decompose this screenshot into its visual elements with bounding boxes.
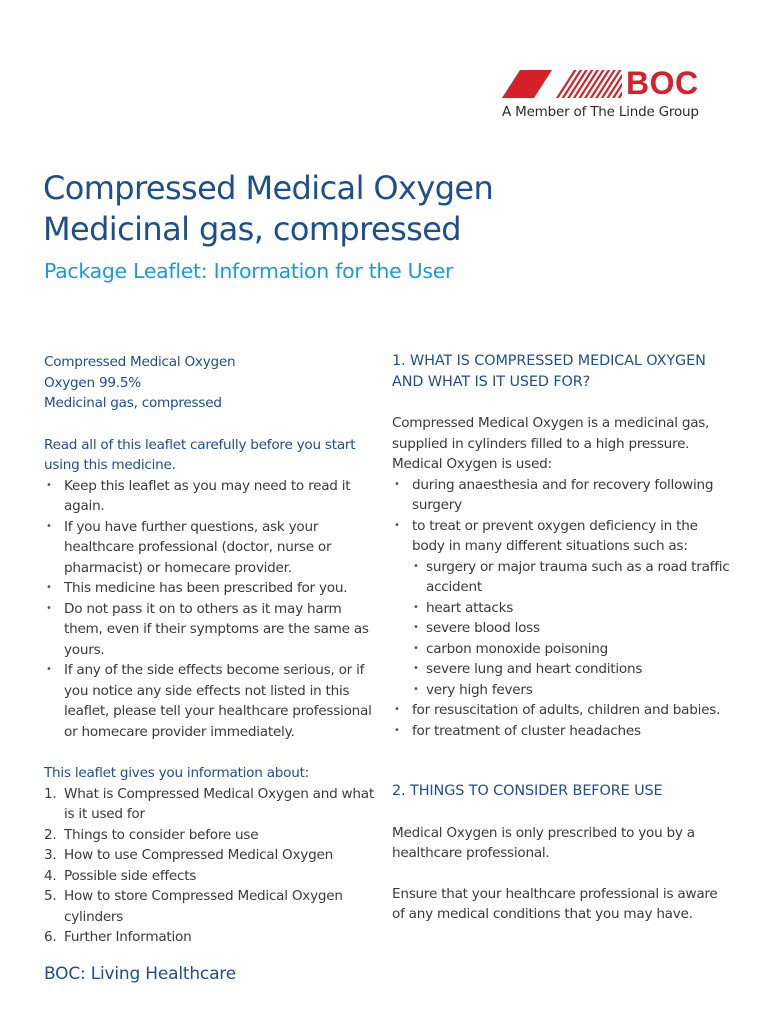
info-numbered-list xyxy=(44,784,374,948)
list-item: • Do not pass it on to others as it may harm them, even if their symptoms are the same as yours. xyxy=(44,599,374,661)
list-item: 5. How to store Compressed Medical Oxygen cylinders xyxy=(44,888,343,925)
list-item: 4. Possible side effects xyxy=(44,867,197,884)
brand-tagline: A Member of The Linde Group xyxy=(502,104,699,120)
boc-logo-stripes-icon xyxy=(502,70,622,98)
list-item: • for resuscitation of adults, children and babies. xyxy=(392,700,732,721)
boc-logo xyxy=(502,65,718,124)
product-line: Compressed Medical Oxygen xyxy=(44,354,236,370)
page-title xyxy=(43,168,493,250)
uses-bullet-list xyxy=(392,475,732,742)
left-column xyxy=(44,352,374,948)
list-item: • to treat or prevent oxygen deficiency in the body in many different situations such as: • surgery or major trauma such as a road traffic accident • heart attacks • severe blood loss • carbon monoxide poisoning • severe lung and heart conditions • very high fevers xyxy=(392,516,732,701)
list-item: • This medicine has been prescribed for you. xyxy=(44,578,374,599)
title-line-2: Medicinal gas, compressed xyxy=(43,210,462,248)
section-1-heading: 1. WHAT IS COMPRESSED MEDICAL OXYGEN AND WHAT IS IT USED FOR? xyxy=(392,353,706,390)
list-item: • heart attacks xyxy=(412,598,732,619)
list-item: • severe lung and heart conditions xyxy=(412,659,732,680)
section-2-paragraph: Medical Oxygen is only prescribed to you by a healthcare professional. xyxy=(392,824,695,861)
list-item: • during anaesthesia and for recovery following surgery xyxy=(392,475,732,516)
section-2-paragraph: Ensure that your healthcare professional is aware of any medical conditions that you may have. xyxy=(392,885,718,922)
footer-slogan: BOC: Living Healthcare xyxy=(44,964,236,984)
section-1-intro: Compressed Medical Oxygen is a medicinal gas, supplied in cylinders filled to a high pressure. Medical Oxygen is used: xyxy=(392,415,710,472)
read-heading: Read all of this leaflet carefully before you start using this medicine. xyxy=(44,436,356,473)
list-item: • If you have further questions, ask your healthcare professional (doctor, nurse or pharmacist) or homecare provider. xyxy=(44,517,374,579)
list-item: • severe blood loss xyxy=(412,618,732,639)
right-column xyxy=(392,351,732,925)
product-line: Medicinal gas, compressed xyxy=(44,395,222,411)
boc-logo-wordmark: BOC xyxy=(626,65,699,101)
list-item: • for treatment of cluster headaches xyxy=(392,721,732,742)
situations-sub-list xyxy=(412,557,732,701)
list-item: • If any of the side effects become serious, or if you notice any side effects not listed in this leaflet, please tell your healthcare professional or homecare provider immediately. xyxy=(44,660,374,742)
list-item: • Keep this leaflet as you may need to read it again. xyxy=(44,476,374,517)
section-2-heading: 2. THINGS TO CONSIDER BEFORE USE xyxy=(392,783,663,799)
list-item: 3. How to use Compressed Medical Oxygen xyxy=(44,847,333,863)
read-bullet-list xyxy=(44,476,374,743)
list-item: • surgery or major trauma such as a road traffic accident xyxy=(412,557,732,598)
product-block xyxy=(44,352,374,414)
info-heading: This leaflet gives you information about: xyxy=(44,765,309,781)
list-item: • very high fevers xyxy=(412,680,732,701)
title-line-1: Compressed Medical Oxygen xyxy=(43,169,494,207)
list-item: • carbon monoxide poisoning xyxy=(412,639,732,660)
list-item: 6. Further Information xyxy=(44,929,192,945)
list-item: 1. What is Compressed Medical Oxygen and what is it used for xyxy=(44,785,374,822)
list-item: 2. Things to consider before use xyxy=(44,826,259,843)
product-line: Oxygen 99.5% xyxy=(44,374,141,391)
page-subtitle: Package Leaflet: Information for the User xyxy=(44,259,454,283)
